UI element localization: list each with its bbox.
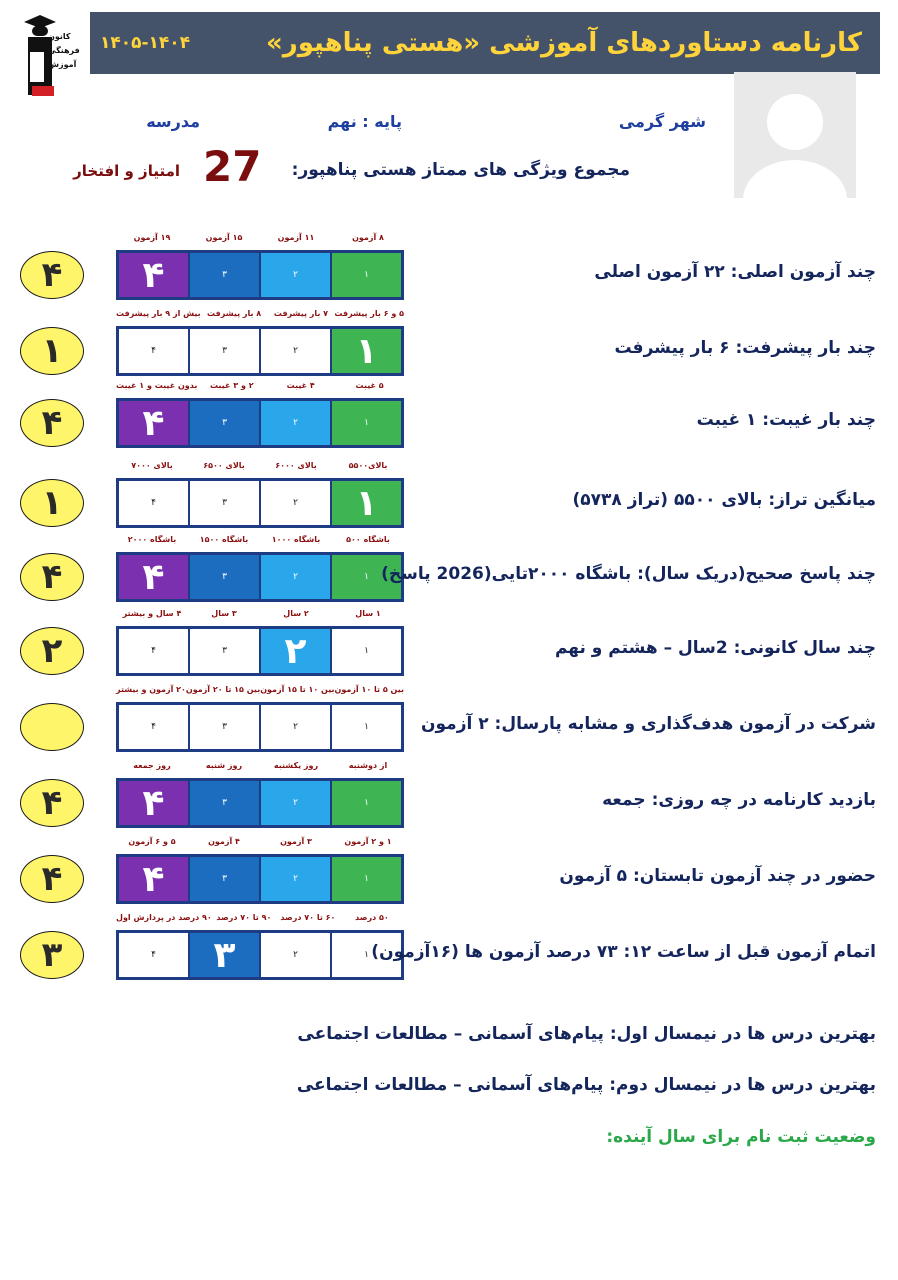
features-label: مجموع ویژگی های ممتاز هستی پناهپور: (291, 160, 630, 180)
column-label: ۷ بار پیشرفت (273, 309, 329, 318)
column-label: بدون غیبت و ۱ غیبت (116, 381, 198, 390)
logo-badge: قلم چی (54, 86, 82, 94)
column-label: باشگاه ۵۰۰ (346, 535, 390, 544)
score-cells (116, 478, 404, 528)
column-label: ۳ سال (211, 609, 237, 618)
column-label: بالای ۷۰۰۰ (131, 461, 173, 470)
column-label: بین ۱۵ تا ۲۰ آزمون (185, 685, 261, 694)
score-cell-1: ۱ (330, 857, 401, 901)
score-cell-4: ۴ (119, 781, 188, 825)
column-label: بالای ۶۵۰۰ (203, 461, 245, 470)
column-label: ۱۵ آزمون (205, 233, 243, 242)
score-cell-2: ۲ (259, 857, 330, 901)
score-cell-2: ۲ (259, 329, 330, 373)
column-label: روز شنبه (205, 761, 243, 770)
column-label: ۱۹ آزمون (133, 233, 171, 242)
score-cells (116, 702, 404, 752)
column-label: ۵ و ۶ بار پیشرفت (334, 309, 404, 318)
score-cell-1: ۱ (330, 705, 401, 749)
score-cell-4: ۴ (119, 705, 188, 749)
column-label: ۴ آزمون (208, 837, 240, 846)
criterion-text: چند بار غیبت: ۱ غیبت (696, 410, 876, 430)
score-cell-2: ۲ (259, 481, 330, 525)
column-label: ۴ سال و بیشتر (122, 609, 182, 618)
score-cell-4: ۴ (119, 857, 188, 901)
score-cell-2: ۲ (259, 705, 330, 749)
column-label: از دوشنبه (348, 761, 388, 770)
score-circle: ۱ (20, 327, 84, 375)
score-cell-3: ۳ (188, 933, 259, 977)
score-cells (116, 778, 404, 828)
score-cell-3: ۳ (188, 781, 259, 825)
score-cells (116, 398, 404, 448)
column-label: بالای۵۵۰۰ (348, 461, 388, 470)
score-cell-1: ۱ (330, 933, 401, 977)
column-label: ۸ بار پیشرفت (207, 309, 262, 318)
score-cell-1: ۱ (330, 781, 401, 825)
logo-text-1: کانون (48, 32, 71, 41)
years-label: ۱۴۰۵-۱۴۰۴ (100, 33, 191, 53)
score-cell-2: ۲ (259, 933, 330, 977)
column-label: ۲ سال (283, 609, 309, 618)
column-label: ۵۰ درصد (355, 913, 389, 922)
school-label: مدرسه (146, 112, 200, 131)
score-cell-1: ۱ (330, 481, 401, 525)
score-circle: ۴ (20, 399, 84, 447)
logo-text-3: آموزش (48, 60, 77, 69)
row-column-labels (116, 309, 404, 321)
row-column-labels (116, 233, 404, 245)
score-cell-2: ۲ (259, 781, 330, 825)
criterion-text: حضور در چند آزمون تابستان: ۵ آزمون (559, 866, 876, 886)
column-label: ۴ غیبت (286, 381, 315, 390)
score-cell-3: ۳ (188, 629, 259, 673)
score-cells (116, 552, 404, 602)
grade-label: پایه : نهم (327, 112, 402, 131)
column-label: روز یکشنبه (273, 761, 319, 770)
column-label: بیش از ۹ بار پیشرفت (116, 309, 201, 318)
score-cell-2: ۲ (259, 253, 330, 297)
column-label: ۹۰ تا ۷۰ درصد (216, 913, 272, 922)
column-label: بالای ۶۰۰۰ (275, 461, 317, 470)
total-score: 27 (203, 142, 262, 191)
row-column-labels (116, 461, 404, 473)
logo-text-2: فرهنگی (48, 46, 80, 55)
score-circle: ۳ (20, 931, 84, 979)
student-photo-placeholder (734, 72, 856, 198)
criterion-text: شرکت در آزمون هدف‌گذاری و مشابه پارسال: ۲ آزمون (421, 714, 876, 734)
score-circle: ۴ (20, 779, 84, 827)
row-column-labels (116, 535, 404, 547)
avatar-icon (734, 72, 856, 198)
title-bar (90, 12, 880, 74)
column-label: ۳ آزمون (280, 837, 312, 846)
city-label: شهر گرمی (618, 112, 706, 131)
total-score-label: امتیاز و افتخار (73, 162, 180, 180)
score-cell-4: ۴ (119, 555, 188, 599)
score-cells (116, 250, 404, 300)
score-cell-3: ۳ (188, 329, 259, 373)
score-cell-3: ۳ (188, 253, 259, 297)
column-label: ۵ غیبت (355, 381, 384, 390)
score-circle: ۴ (20, 855, 84, 903)
criterion-text: چند سال کانونی: 2سال – هشتم و نهم (554, 638, 876, 658)
score-cell-3: ۳ (188, 857, 259, 901)
column-label: ۹۰ درصد در پردازش اول (116, 913, 212, 922)
score-cell-4: ۴ (119, 933, 188, 977)
score-circle: ۴ (20, 553, 84, 601)
best-subjects-first-term: بهترین درس ها در نیمسال اول: پیام‌های آسمانی – مطالعات اجتماعی (297, 1024, 876, 1044)
row-column-labels (116, 761, 404, 773)
score-cell-3: ۳ (188, 481, 259, 525)
column-label: ۱۱ آزمون (277, 233, 315, 242)
score-cell-3: ۳ (188, 705, 259, 749)
criterion-text: بازدید کارنامه در چه روزی: جمعه (602, 790, 876, 810)
best-subjects-second-term: بهترین درس ها در نیمسال دوم: پیام‌های آسمانی – مطالعات اجتماعی (296, 1075, 876, 1095)
score-cell-2: ۲ (259, 401, 330, 445)
column-label: ۸ آزمون (352, 233, 384, 242)
score-circle: ۲ (20, 627, 84, 675)
row-column-labels (116, 381, 404, 393)
column-label: باشگاه ۲۰۰۰ (127, 535, 177, 544)
column-label: ۲ و ۳ غیبت (210, 381, 254, 390)
score-cell-1: ۱ (330, 629, 401, 673)
column-label: بین ۵ تا ۱۰ آزمون (334, 685, 404, 694)
score-cell-1: ۱ (330, 329, 401, 373)
score-cell-1: ۱ (330, 401, 401, 445)
score-circle: ۴ (20, 251, 84, 299)
column-label: باشگاه ۱۵۰۰ (199, 535, 249, 544)
score-cell-2: ۲ (259, 629, 330, 673)
row-column-labels (116, 685, 404, 697)
column-label: باشگاه ۱۰۰۰ (271, 535, 321, 544)
score-cells (116, 626, 404, 676)
kanoon-logo (20, 12, 82, 98)
score-cell-4: ۴ (119, 629, 188, 673)
column-label: ۱ و ۲ آزمون (344, 837, 392, 846)
score-cell-4: ۴ (119, 481, 188, 525)
score-circle (20, 703, 84, 751)
criterion-text: میانگین تراز: بالای ۵۵۰۰ (تراز ۵۷۳۸) (572, 490, 876, 510)
criterion-text: چند پاسخ صحیح(دریک سال): باشگاه ۲۰۰۰تایی(2026 پاسخ) (381, 564, 876, 584)
score-cell-2: ۲ (259, 555, 330, 599)
column-label: ۱ سال (355, 609, 381, 618)
score-cells (116, 930, 404, 980)
row-column-labels (116, 609, 404, 621)
enrollment-status: وضعیت ثبت نام برای سال آینده: (606, 1127, 876, 1147)
score-cells (116, 326, 404, 376)
score-circle: ۱ (20, 479, 84, 527)
criterion-text: اتمام آزمون قبل از ساعت ۱۲: ۷۳ درصد آزمون ها (۱۶آزمون) (371, 942, 876, 962)
page-title: کارنامه دستاوردهای آموزشی «هستی پناهپور» (265, 28, 862, 58)
column-label: ۵ و ۶ آزمون (128, 837, 176, 846)
score-cell-4: ۴ (119, 329, 188, 373)
score-cell-4: ۴ (119, 401, 188, 445)
row-column-labels (116, 913, 404, 925)
score-cell-3: ۳ (188, 401, 259, 445)
score-cell-3: ۳ (188, 555, 259, 599)
column-label: روز جمعه (133, 761, 171, 770)
criterion-text: چند بار پیشرفت: ۶ بار پیشرفت (614, 338, 876, 358)
column-label: ۲۰ آزمون و بیشتر (116, 685, 186, 694)
column-label: ۶۰ تا ۷۰ درصد (280, 913, 336, 922)
score-cell-1: ۱ (330, 253, 401, 297)
score-cells (116, 854, 404, 904)
score-cell-4: ۴ (119, 253, 188, 297)
row-column-labels (116, 837, 404, 849)
score-cell-1: ۱ (330, 555, 401, 599)
column-label: بین ۱۰ تا ۱۵ آزمون (260, 685, 335, 694)
criterion-text: چند آزمون اصلی: ۲۲ آزمون اصلی (594, 262, 876, 282)
